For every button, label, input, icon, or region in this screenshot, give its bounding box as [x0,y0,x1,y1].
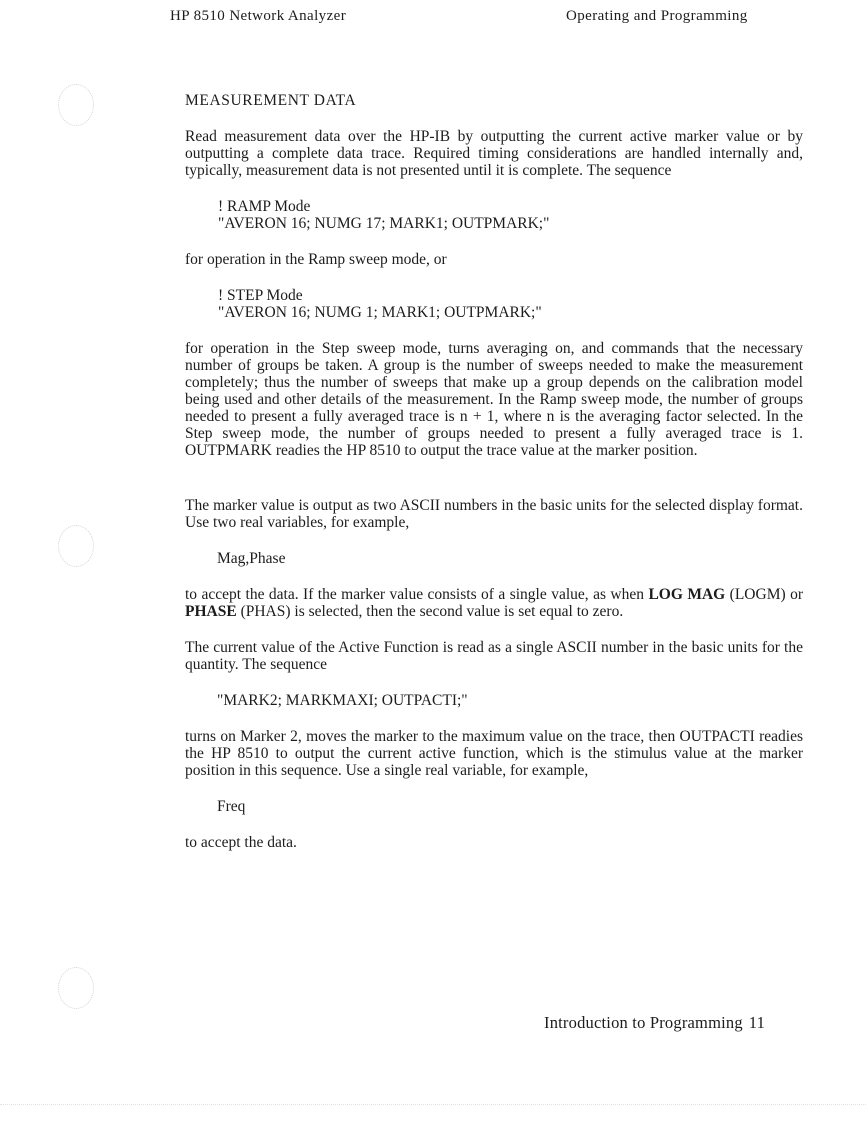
header-title-right: Operating and Programming [566,8,748,24]
ramp-command: "AVERON 16; NUMG 17; MARK1; OUTPMARK;" [218,215,550,232]
step-comment: ! STEP Mode [218,287,303,304]
freq-variable: Freq [217,798,246,815]
mag-phase-variables: Mag,Phase [217,550,286,567]
step-explanation-paragraph: for operation in the Step sweep mode, turns averaging on, and commands that the necessary number of groups be taken. A group is the number of sweeps needed to make the measurement completely; thus the number of sweeps that make up a group depends on the calibration model being used and other details of the measurement. In the Ramp sweep mode, the number of groups needed to present a fully averaged trace is n + 1, where n is the averaging factor selected. In the Step sweep mode, the number of groups needed to present a fully averaged trace is 1. OUTPMARK readies the HP 8510 to output the trace value at the marker position. [185,340,803,459]
ramp-comment: ! RAMP Mode [218,198,311,215]
page-footer [544,1013,765,1033]
punch-hole-bottom [58,967,94,1009]
turns-on-paragraph: turns on Marker 2, moves the marker to the maximum value on the trace, then OUTPACTI readies the HP 8510 to output the current active function, which is the stimulus value at the marker position in this sequence. Use a single real variable, for example, [185,728,803,779]
punch-hole-top [58,84,94,126]
active-function-paragraph: The current value of the Active Function is read as a single ASCII number in the basic units for the quantity. The sequence [185,639,803,673]
ramp-code-block [218,198,803,232]
freq-code [217,798,803,815]
scan-edge-line [0,1104,866,1105]
accept-text-a: to accept the data. If the marker value consists of a single value, as when [185,586,649,603]
header-title-left: HP 8510 Network Analyzer [170,8,347,24]
intro-paragraph: Read measurement data over the HP-IB by outputting the current active marker value or by outputting a complete data trace. Required timing considerations are handled internally and, typically, measurement data is not presented until it is complete. The sequence [185,128,803,179]
punch-hole-middle [58,525,94,567]
accept-data-paragraph [185,586,803,620]
accept-text-c: (PHAS) is selected, then the second value is set equal to zero. [236,603,624,620]
step-code-block [218,287,803,321]
marker-output-paragraph: The marker value is output as two ASCII numbers in the basic units for the selected display format. Use two real variables, for example, [185,497,803,531]
ramp-after-paragraph: for operation in the Ramp sweep mode, or [185,251,447,268]
page-number: 11 [748,1013,766,1032]
section-heading: MEASUREMENT DATA [185,92,357,109]
mag-phase-code [217,550,803,567]
body-content [185,92,803,870]
mark2-code [217,692,803,709]
accept-text-b: (LOGM) or [725,586,803,603]
footer-title: Introduction to Programming [544,1013,743,1032]
mark2-command: "MARK2; MARKMAXI; OUTPACTI;" [217,692,468,709]
accept-data-final-paragraph: to accept the data. [185,834,297,851]
log-mag-key: LOG MAG [648,586,726,603]
phase-key: PHASE [185,603,237,620]
step-command: "AVERON 16; NUMG 1; MARK1; OUTPMARK;" [218,304,542,321]
